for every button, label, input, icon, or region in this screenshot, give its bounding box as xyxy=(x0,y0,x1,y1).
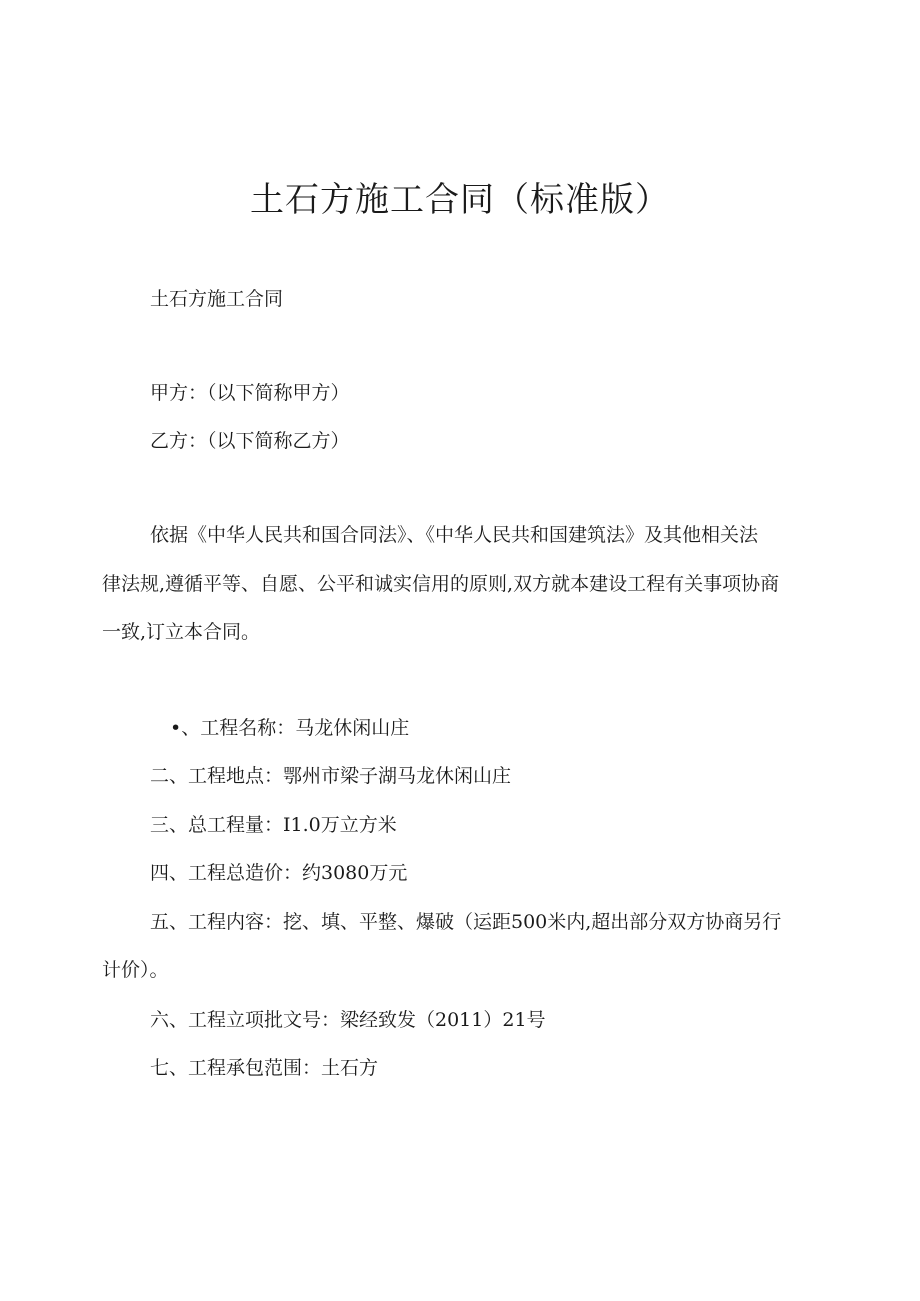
party-b-line: 乙方：（以下简称乙方） xyxy=(150,430,350,452)
party-a-line: 甲方：（以下简称甲方） xyxy=(150,382,350,404)
preamble-line-3: 一致,订立本合同。 xyxy=(102,621,261,643)
item-work-content-line-2: 计价）。 xyxy=(102,959,169,981)
document-title: 土石方施工合同（标准版） xyxy=(250,180,670,220)
item-approval-number: 六、工程立项批文号：梁经致发（2011）21号 xyxy=(150,1009,546,1031)
item-total-cost: 四、工程总造价：约3080万元 xyxy=(150,862,408,884)
item-project-name: •、工程名称：马龙休闲山庄 xyxy=(170,717,410,739)
item-contract-scope: 七、工程承包范围：土石方 xyxy=(150,1057,379,1079)
preamble-line-1: 依据《中华人民共和国合同法》、《中华人民共和国建筑法》及其他相关法 xyxy=(150,524,759,546)
document-subtitle: 土石方施工合同 xyxy=(150,288,284,310)
preamble-line-2: 律法规,遵循平等、自愿、公平和诚实信用的原则,双方就本建设工程有关事项协商 xyxy=(102,573,780,595)
item-project-location: 二、工程地点：鄂州市梁子湖马龙休闲山庄 xyxy=(150,765,512,787)
item-total-quantity: 三、总工程量：I1.0万立方米 xyxy=(150,814,397,836)
item-work-content-line-1: 五、工程内容：挖、填、平整、爆破（运距500米内,超出部分双方协商另行 xyxy=(150,911,782,933)
